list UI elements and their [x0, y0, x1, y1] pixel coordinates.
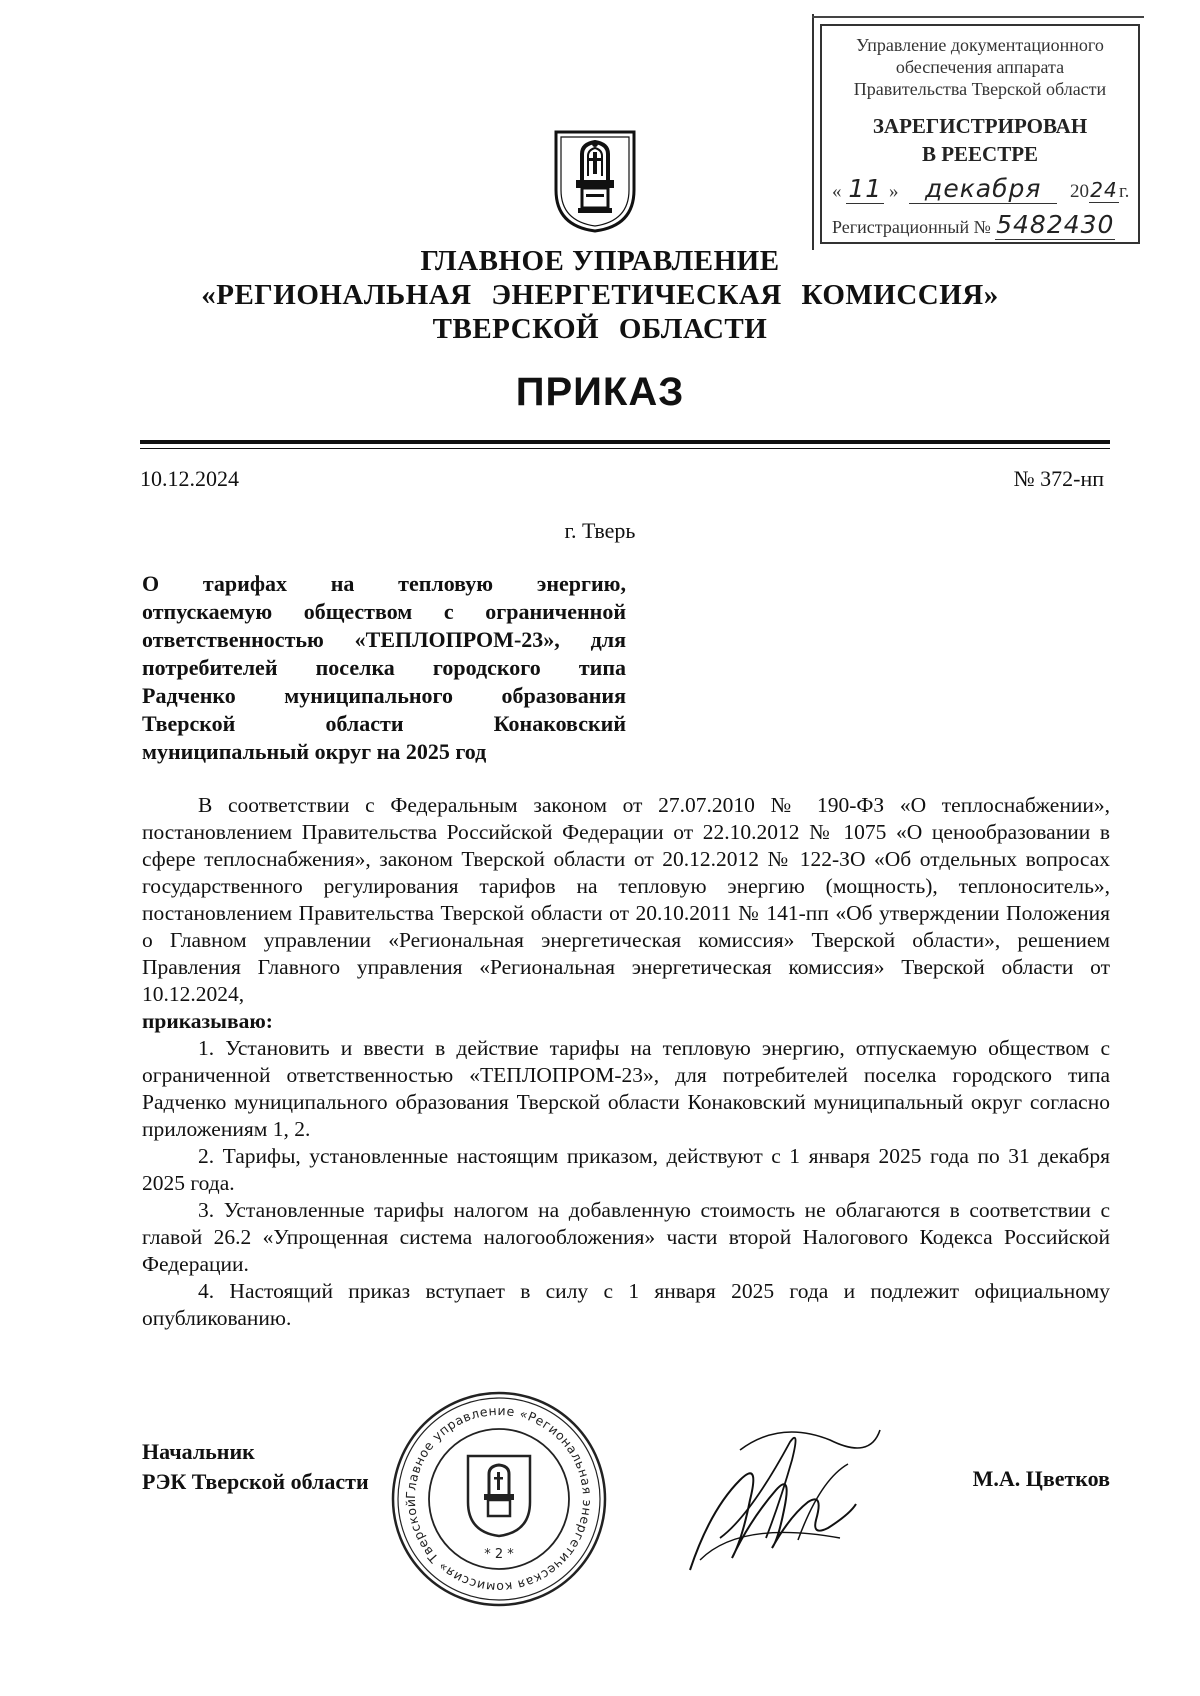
- stamp-reg-label: Регистрационный №: [832, 217, 991, 237]
- order-item: 1. Установить и ввести в действие тарифы на тепловую энергию, отпускаемую обществом с ограниченной ответственностью «ТЕПЛОПРОМ-23», для потребителей поселка городского типа Радченко муниципального образования Тверской области Конаковский муниципальный округ согласно приложениям 1, 2.: [142, 1036, 1110, 1141]
- stamp-header: [822, 34, 1138, 100]
- order-word: приказываю:: [142, 1009, 273, 1033]
- stamp-header-line: Правительства Тверской области: [853, 79, 1107, 99]
- subject-line: Радченко муниципального образования: [142, 683, 626, 708]
- order-city: г. Тверь: [564, 518, 636, 543]
- registration-stamp: [820, 24, 1140, 244]
- organization-line: ГЛАВНОЕ УПРАВЛЕНИЕ: [420, 245, 780, 277]
- header-divider-thick: [140, 440, 1110, 444]
- stamp-year-unit: г.: [1119, 181, 1130, 202]
- subject-line: ответственностью «ТЕПЛОПРОМ-23», для: [142, 627, 626, 652]
- tver-coat-of-arms-icon: [552, 128, 638, 234]
- handwritten-signature-icon: [680, 1420, 890, 1580]
- signatory-title-line: РЭК Тверской области: [142, 1469, 369, 1494]
- stamp-header-line: Управление документационного: [856, 35, 1104, 55]
- stamp-month: декабря: [909, 174, 1057, 204]
- subject-line: отпускаемую обществом с ограниченной: [142, 599, 626, 624]
- order-body: [142, 792, 1110, 1332]
- stamp-frame-left: [812, 14, 814, 250]
- order-date: 10.12.2024: [140, 466, 239, 491]
- order-item: 3. Установленные тарифы налогом на добавленную стоимость не облагаются в соответствии с главой 26.2 «Упрощенная система налогообложения» части второй Налогового Кодекса Российской Федерации.: [142, 1198, 1110, 1276]
- stamp-registered-line: В РЕЕСТРЕ: [921, 142, 1039, 166]
- preamble-paragraph: В соответствии с Федеральным законом от 27.07.2010 № 190-ФЗ «О теплоснабжении», постановлением Правительства Российской Федерации от 22.10.2012 № 1075 «О ценообразовании в сфере теплоснабжения», законом Тверской области от 20.12.2012 № 122-ЗО «Об отдельных вопросах государственного регулирования тарифов на тепловую энергию (мощность), теплоноситель», постановлением Правительства Тверской области от 20.10.2011 № 141-пп «Об утверждении Положения о Главном управлении «Региональная энергетическая комиссия» Тверской области», решением Правления Главного управления «Региональная энергетическая комиссия» Тверской области от 10.12.2024,: [142, 793, 1110, 1006]
- stamp-reg-value: 5482430: [996, 210, 1115, 239]
- signatory-title: [142, 1437, 369, 1497]
- stamp-year-prefix: 20: [1070, 181, 1089, 202]
- stamp-day: 11: [846, 174, 884, 204]
- stamp-registered-line: ЗАРЕГИСТРИРОВАН: [872, 114, 1088, 138]
- header-divider-thin: [140, 448, 1110, 449]
- stamp-registered: [822, 112, 1138, 168]
- stamp-date-close-quote: »: [889, 181, 899, 202]
- order-item: 2. Тарифы, установленные настоящим приказом, действуют с 1 января 2025 года по 31 декабря 2025 года.: [142, 1144, 1110, 1195]
- stamp-date: [832, 174, 1132, 204]
- order-subject: [142, 570, 626, 766]
- order-number: № 372-нп: [1013, 466, 1104, 491]
- subject-line: потребителей поселка городского типа: [142, 655, 626, 680]
- organization-line: «РЕГИОНАЛЬНАЯ ЭНЕРГЕТИЧЕСКАЯ КОМИССИЯ»: [201, 279, 999, 311]
- subject-line: муниципальный округ на 2025 год: [142, 739, 487, 764]
- organization-line: ТВЕРСКОЙ ОБЛАСТИ: [432, 313, 768, 345]
- signatory-name: М.А. Цветков: [972, 1466, 1110, 1491]
- subject-line: О тарифах на тепловую энергию,: [142, 571, 626, 596]
- stamp-date-open-quote: «: [832, 181, 842, 202]
- official-seal-icon: [388, 1388, 610, 1610]
- stamp-header-line: обеспечения аппарата: [895, 57, 1065, 77]
- subject-line: Тверской области Конаковский: [142, 711, 626, 736]
- order-item: 4. Настоящий приказ вступает в силу с 1 января 2025 года и подлежит официальному опубликованию.: [142, 1279, 1110, 1330]
- stamp-year-suffix: 24: [1090, 178, 1118, 202]
- svg-text:* 2 *: * 2 *: [484, 1547, 514, 1562]
- signatory-title-line: Начальник: [142, 1439, 255, 1464]
- document-type: ПРИКАЗ: [515, 370, 685, 414]
- organization-heading: [160, 244, 1040, 346]
- stamp-reg-number: [832, 210, 1132, 240]
- svg-text:Главное управление «Региональн: Главное управление «Региональная энергетическая комиссия» Тверской: [402, 1402, 596, 1596]
- stamp-frame-top: [812, 16, 1144, 18]
